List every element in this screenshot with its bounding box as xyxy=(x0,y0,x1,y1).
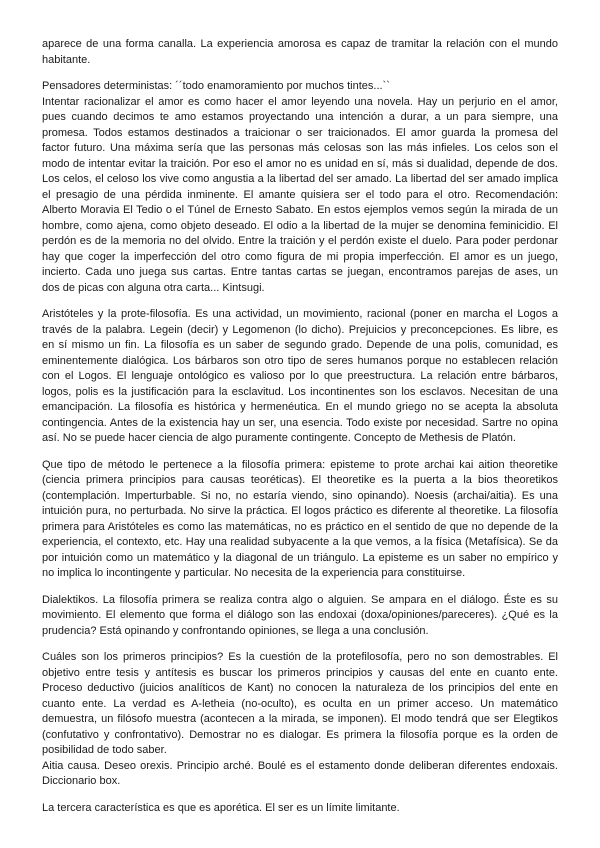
text-line: en sí mismo un fin. La filosofía es un saber de segundo grado. Depende de una polis, comunidad, es xyxy=(42,339,558,351)
text-line: hay que coger la imperfección del otro como figura de mi propia imperfección. El amor es un juego, xyxy=(42,250,558,263)
paragraph xyxy=(42,593,558,640)
text-line: experiencia, el contexto, etc. Hay una realidad subyacente a la que vemos, a la física (Metafísica). Se da xyxy=(42,536,558,548)
text-line: con el Logos. El lenguaje ontológico es valioso por lo que preestructura. La relación entre bárbaros, xyxy=(42,370,558,382)
text-line: La tercera característica es que es aporética. El ser es un límite limitante. xyxy=(42,801,400,814)
text-line: dos de picas con alguna otra carta... Kintsugi. xyxy=(42,281,265,294)
text-line: cuanto ente. La verdad es A-letheia (no-oculto), es oculta en un primer acceso. Un matemático xyxy=(42,697,558,710)
text-line: demuestra, un filósofo muestra (acontecen a la mirada, se imponen). El modo tendrá que ser Elegtikos xyxy=(42,713,558,725)
text-line: modo de intentar evitar la traición. Por eso el amor no es unidad en sí, más si dualidad, depende de dos. xyxy=(42,157,558,170)
paragraph xyxy=(42,801,558,817)
text-line: pues cuando decimos te amo estamos proyectando una intención a durar, a un para siempre, una xyxy=(42,111,558,123)
text-line: (contemplación. Imperturbable. Si no, no estaría viendo, sino opinando). Noesis (archai/aitia). Es una xyxy=(42,489,558,502)
text-line: Los celos, el celoso los vive como angustia a la libertad del ser amado. La libertad del ser amado implica xyxy=(42,173,558,185)
paragraph xyxy=(42,37,558,68)
paragraph-section xyxy=(42,801,558,817)
text-line: Cuáles son los primeros principios? Es la cuestión de la protefilosofía, pero no son demostrables. El xyxy=(42,651,558,663)
paragraph xyxy=(42,759,558,790)
text-line: no implica lo incontingente y particular. No necesita de la experiencia para constituirse. xyxy=(42,567,466,579)
text-line: través de la palabra. Legein (decir) y Legomenon (lo dicho). Prejuicios y preconcepciones. Es libre, es xyxy=(42,323,558,336)
paragraph-section xyxy=(42,37,558,68)
text-line: hombre, como ajena, como objeto deseado. El odio a la libertad de la mujer se denomina feminicidio. El xyxy=(42,219,558,232)
text-line: promesa. Todos estamos destinados a traicionar o ser traicionados. El amor guarda la promesa del xyxy=(42,126,558,139)
text-line: Aristóteles y la prote-filosofía. Es una actividad, un movimiento, racional (poner en marcha el Logos a xyxy=(42,308,558,320)
text-line: eminentemente dialógica. Los bárbaros son otro tipo de seres humanos porque no establecen relación xyxy=(42,354,558,367)
text-line: primera para Aristóteles es como las matemáticas, no es práctico en el sentido de que no depende de la xyxy=(42,520,558,533)
text-line: Alberto Moravia El Tedio o el Túnel de Ernesto Sabato. En estos ejemplos vemos según la mirada de un xyxy=(42,204,558,216)
text-line: movimiento. El elemento que forma el diálogo son las endoxai (doxa/opiniones/pareceres). ¿Qué es la xyxy=(42,609,558,621)
text-line: así. No se puede hacer ciencia de algo puramente contingente. Concepto de Methesis de Platón. xyxy=(42,432,516,444)
text-line: Dialektikos. La filosofía primera se realiza contra algo o alguien. Se ampara en el diálogo. Éste es su xyxy=(42,593,558,606)
text-line: Diccionario box. xyxy=(42,775,121,787)
text-line: logos, polis es la justificación para la esclavitud. Los incontinentes son los esclavos. Necesitan de una xyxy=(42,385,558,398)
text-line: Aitia causa. Deseo orexis. Principio arché. Boulé es el estamento donde deliberan diferentes endoxais. xyxy=(42,759,558,772)
text-line: (confutativo y confrontativo). Demostrar no es dialogar. Es primera la filosofía porque es la orden de xyxy=(42,728,558,741)
text-line: factor futuro. Una máxima sería que las personas más celosas son las más infieles. Los celos son el xyxy=(42,142,558,154)
paragraph-section xyxy=(42,593,558,640)
paragraph xyxy=(42,458,558,582)
text-line: prudencia? Está opinando y confrontando opiniones, se llega a una conclusión. xyxy=(42,624,429,637)
text-line: objetivo entre tesis y antítesis es buscar los primeros principios y causas del ente en cuanto ente. xyxy=(42,666,558,679)
paragraph-section xyxy=(42,458,558,582)
paragraph xyxy=(42,307,558,447)
paragraph-section xyxy=(42,79,558,296)
text-line: Que tipo de método le pertenece a la filosofía primera: episteme to prote archai kai aition theoretike xyxy=(42,458,558,471)
text-line: posibilidad de todo saber. xyxy=(42,744,167,756)
text-line: Intentar racionalizar el amor es como hacer el amor leyendo una novela. Hay un perjurio en el amor, xyxy=(42,95,558,108)
text-line: Proceso deductivo (juicios analíticos de Kant) no conocen la naturaleza de los principios del ente en xyxy=(42,682,558,694)
text-line: intuición pura, no perturbada. No sirve la práctica. El logos práctico es diferente al theoretike. La filosofía xyxy=(42,505,558,517)
text-line: (ciencia primera principios para causas teoréticas). El theoretike es la puerta a la bios theoretikos xyxy=(42,474,558,486)
text-line: perdón es de la memoria no del olvido. Entre la traición y el perdón existe el duelo. Para poder perdonar xyxy=(42,235,558,247)
text-line: emancipación. La filosofía es histórica y hermenéutica. En el mundo griego no se acepta la absoluta xyxy=(42,401,558,413)
text-line: contingencia. Antes de la existencia hay un ser, una esencia. Todo existe por necesidad. Sartre no opina xyxy=(42,416,558,429)
paragraph xyxy=(42,650,558,759)
paragraph-section xyxy=(42,307,558,447)
paragraph-section xyxy=(42,650,558,790)
text-line: por intuición como un matemático y la diagonal de un triángulo. La episteme es un saber no empírico y xyxy=(42,551,558,564)
text-line: Pensadores deterministas: ´´todo enamoramiento por muchos tintes...`` xyxy=(42,80,390,92)
text-line: aparece de una forma canalla. La experiencia amorosa es capaz de tramitar la relación con el mundo xyxy=(42,38,558,50)
text-line: habitante. xyxy=(42,53,91,66)
text-line: incierto. Cada uno juega sus cartas. Entre tantas cartas se juegan, encontramos parejas de ases, un xyxy=(42,266,558,278)
paragraph xyxy=(42,95,558,297)
paragraph xyxy=(42,79,558,95)
text-line: el presagio de una pérdida inminente. El amante quisiera ser el todo para el otro. Recomendación: xyxy=(42,188,558,201)
document-page xyxy=(42,37,558,827)
